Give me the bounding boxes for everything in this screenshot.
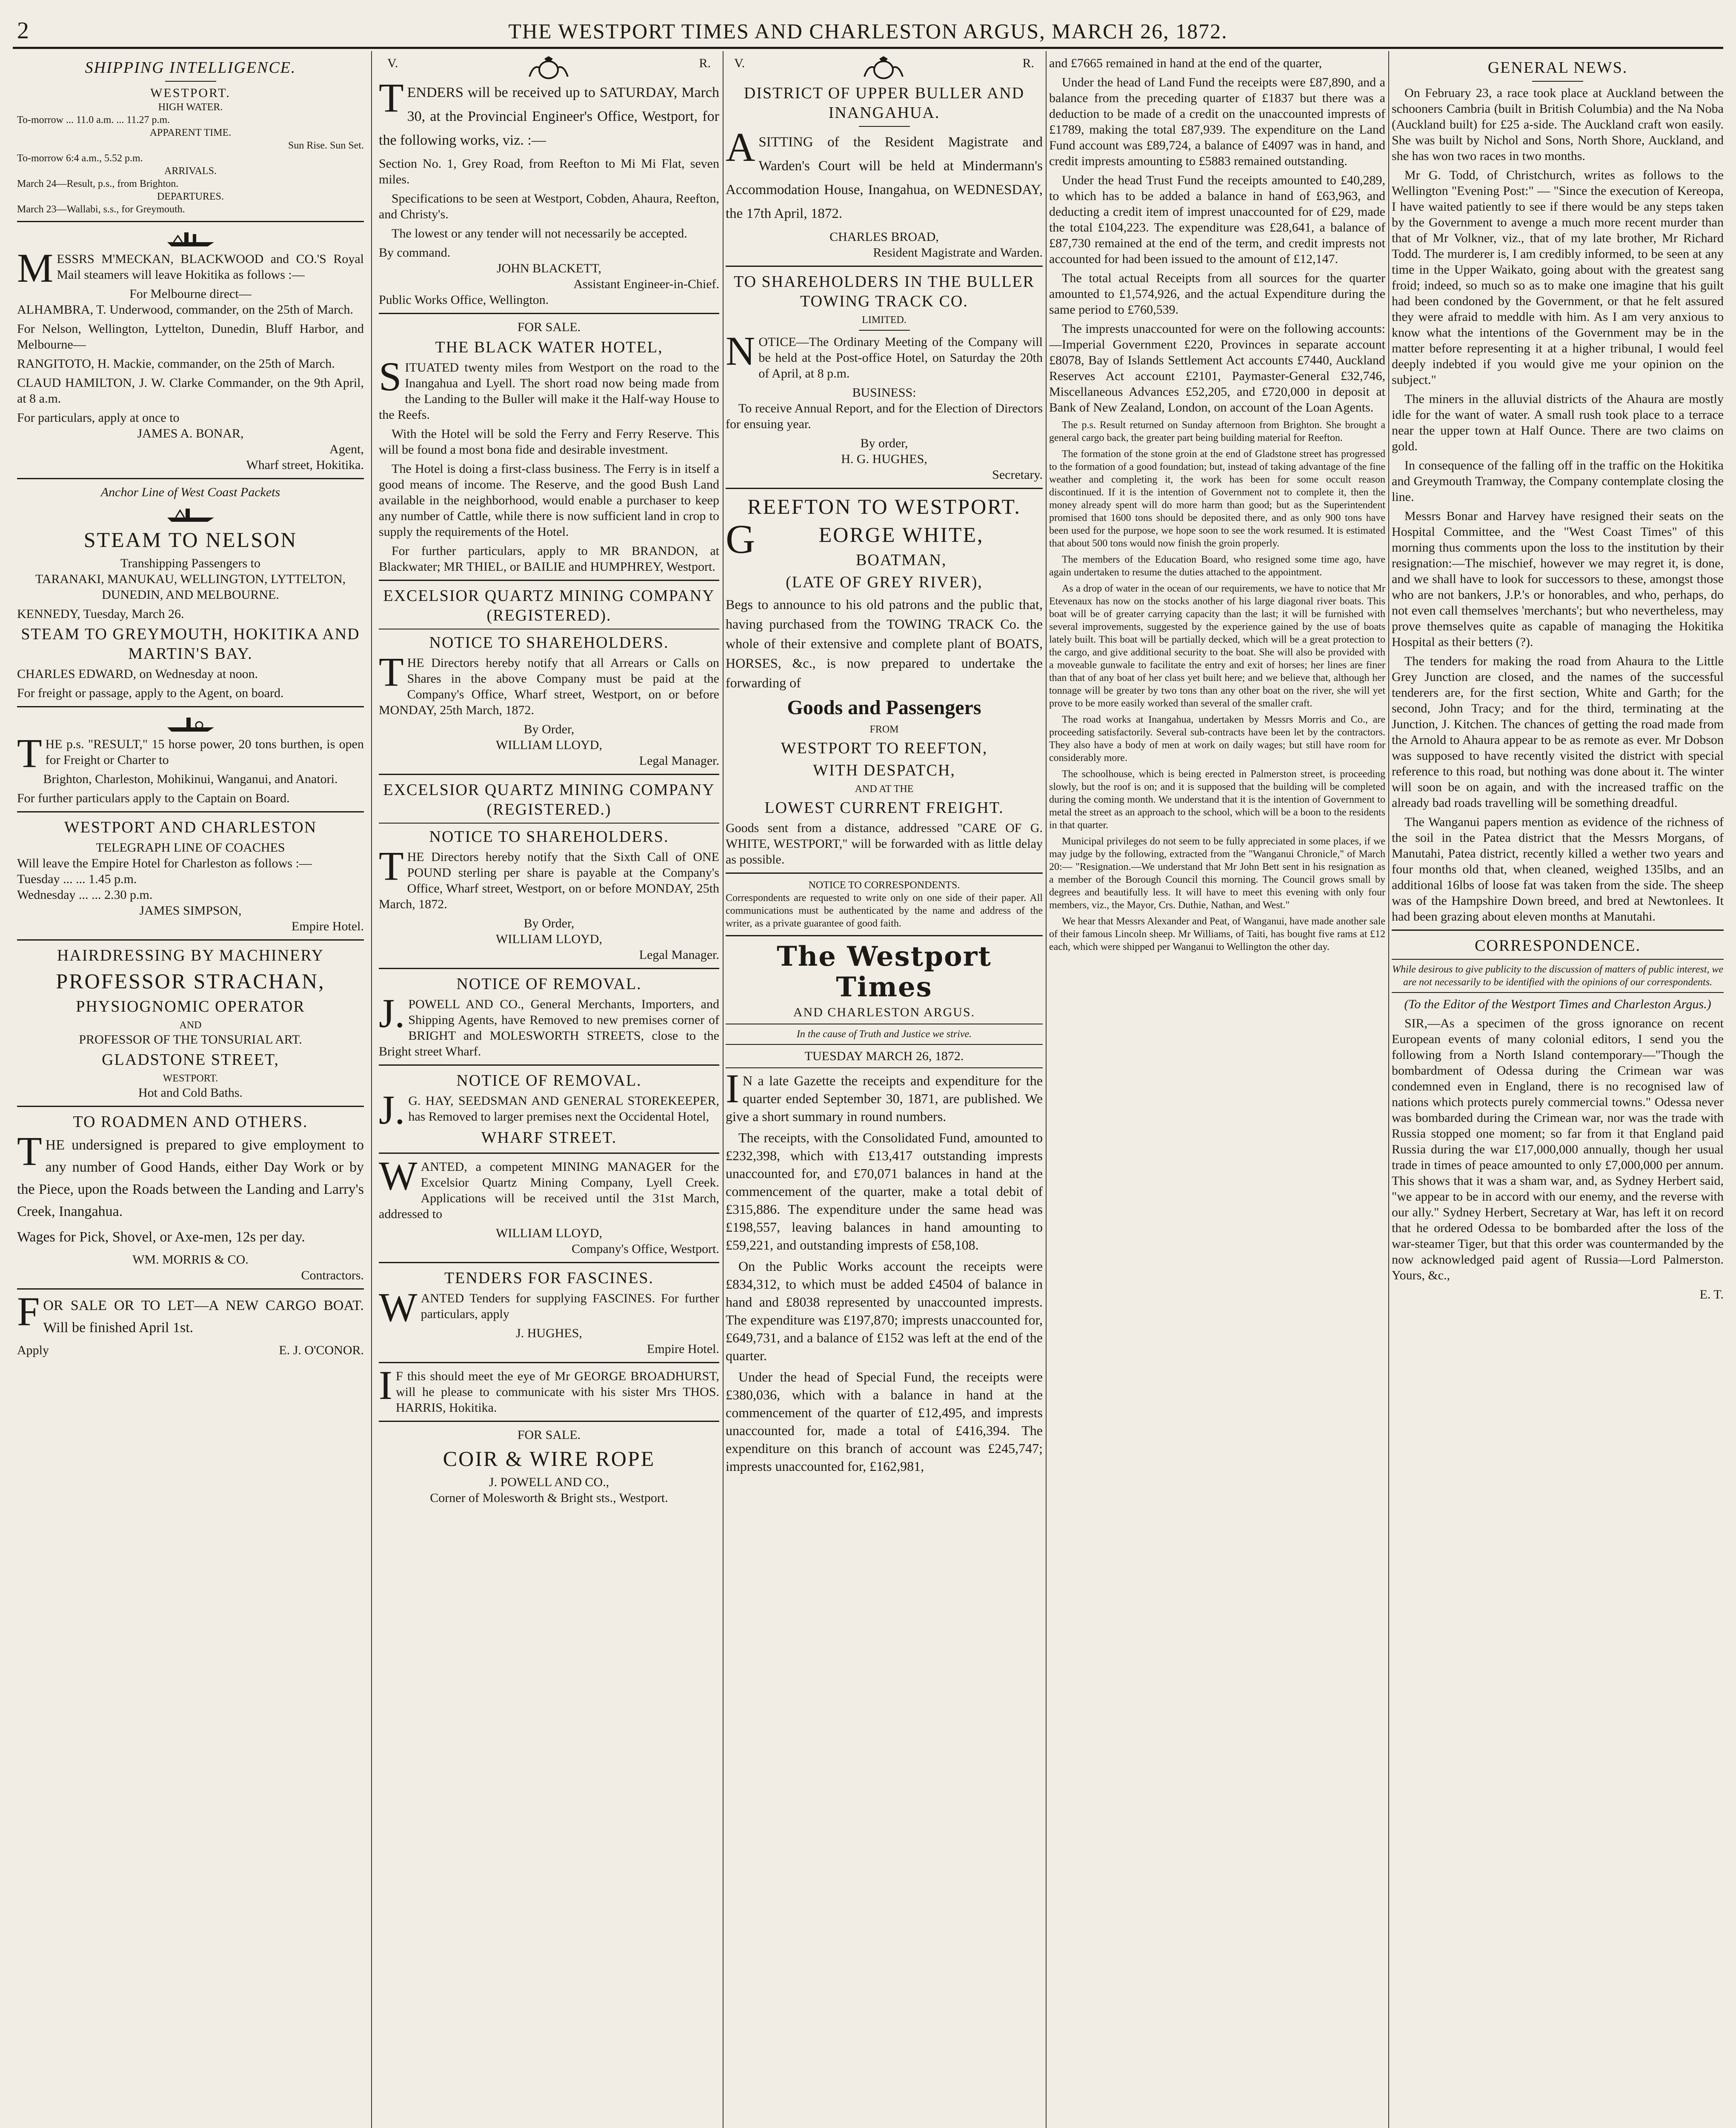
royal-crest-icon xyxy=(525,55,572,81)
text: CLAUD HAMILTON, J. W. Clarke Commander, on the 9th April, at 8 a.m. xyxy=(17,376,364,406)
royal-crest-icon xyxy=(860,55,907,81)
advert-heading: EXCELSIOR QUARTZ MINING COMPANY (REGISTERED). xyxy=(383,587,715,624)
text: JOHN BLACKETT, xyxy=(496,261,602,275)
page-header xyxy=(13,13,1723,49)
text: Brighton, Charleston, Mohikinui, Wanganui, and Anatori. xyxy=(43,772,338,786)
text: J. HUGHES, xyxy=(516,1326,582,1340)
article-paragraph: Under the head Trust Fund the receipts amounted to £40,289, to which has to be added a balance in hand of £63,963, and deducting a credit item of imprest unaccounted for of £29, made the total £104,223. The expenditure was £28,641, a balance of £87,730 remained at the end of the term, and credit imprests not accounted for had been issued to the amount of £12,147. xyxy=(1049,173,1385,266)
text: March 24—Result, p.s., from Brighton. xyxy=(17,178,179,189)
advert: THE undersigned is prepared to give employment to any number of Good Hands, either Day Work or by the Piece, upon the Roads between the Landing and Larry's Creek, Inangahua. xyxy=(17,1128,364,1219)
signature: E. T. xyxy=(1699,1287,1724,1301)
text: Correspondents are requested to write only on one side of their paper. All communications must be authenticated by the name and address of the writer, as a private guarantee of good faith. xyxy=(726,892,1043,929)
text: Transhipping Passengers to xyxy=(120,556,260,570)
text: DEPARTURES. xyxy=(157,191,224,202)
article-paragraph: The tenders for making the road from Ahaura to the Little Grey Junction are closed, and the names of the successful tenderers are, for the first section, White and Garth; for the second, John Tracy; and for the third, terminating at the Junction, J. Kitchen. The chances of getting the road made from the Arnold to Ahaura appear to be as remote as ever. Mr Dobson was supposed to have recently visited the district with special reference to this road, but nothing was done about it. The winter will soon be on again, and with the increased traffic on the already bad roads travelling will be something dreadful. xyxy=(1392,654,1724,810)
text: BOATMAN, xyxy=(855,551,947,569)
text: Wharf street, Hokitika. xyxy=(246,458,364,472)
text: Legal Manager. xyxy=(639,948,719,962)
text: H. G. HUGHES, xyxy=(841,452,927,466)
advert: TENDERS will be received up to SATURDAY, March 30, at the Provincial Engineer's Office, Westport, for the following works, viz. :— xyxy=(379,75,719,148)
text: To receive Annual Report, and for the Election of Directors for ensuing year. xyxy=(726,401,1043,431)
section-heading: CORRESPONDENCE. xyxy=(1475,937,1641,955)
text: For Melbourne direct— xyxy=(129,287,252,301)
column-3 xyxy=(726,55,1043,2128)
text: J. POWELL AND CO., xyxy=(489,1475,609,1489)
article-paragraph: The receipts, with the Consolidated Fund, amounted to £232,398, which with £13,417 outstanding imprests unaccounted for, and £70,071 balances in hand at the commencement of the quarter, make a total debit of £315,886. The expenditure under the same head was £198,557, leaving balances in hand amounting to £59,221, and outstanding imprests of £58,108. xyxy=(726,1130,1043,1253)
article-paragraph: The total actual Receipts from all sources for the quarter amounted to £1,574,926, and the actual Expenditure during the same period to £760,539. xyxy=(1049,271,1385,317)
text: By command. xyxy=(379,246,451,260)
article-paragraph: and £7665 remained in hand at the end of the quarter, xyxy=(1049,56,1322,70)
text: WM. MORRIS & CO. xyxy=(132,1253,249,1267)
advert-heading: STEAM TO GREYMOUTH, HOKITIKA AND MARTIN'S BAY. xyxy=(21,625,360,663)
editorial-note: While desirous to give publicity to the discussion of matters of public interest, we are not necessarily to be identified with the opinions of our correspondents. xyxy=(1392,964,1724,988)
article-paragraph: In consequence of the falling off in the traffic on the Hokitika and Greymouth Tramway, the Company contemplate closing the line. xyxy=(1392,458,1724,504)
text: By Order, xyxy=(523,722,575,736)
column-rule xyxy=(1388,51,1389,2128)
text: Assistant Engineer-in-Chief. xyxy=(573,277,719,291)
advert: SITUATED twenty miles from Westport on the road to the Inangahua and Lyell. The short road now being made from the Landing to the Buller will make it the Half-way House to the Reefs. xyxy=(379,354,719,422)
advert-heading: STEAM TO NELSON xyxy=(83,528,297,552)
text: Legal Manager. xyxy=(639,754,719,768)
text: To-morrow 6:4 a.m., 5.52 p.m. xyxy=(17,153,143,164)
text: PROFESSOR OF THE TONSURIAL ART. xyxy=(79,1033,302,1047)
article-paragraph: The imprests unaccounted for were on the following accounts:—Imperial Government £220, Provinces in separate account £8078, Bay of Islands Settlement Act accounts £7440, Auckland Reserves Act account £2101, Paymaster-General £32,746, Miscellaneous Advances £52,205, and £720,000 in deposit at Bank of New Zealand, London, on account of the Loan Agents. xyxy=(1049,322,1385,415)
advert-heading: WESTPORT AND CHARLESTON xyxy=(64,818,317,836)
text: WILLIAM LLOYD, xyxy=(496,738,602,752)
column-4 xyxy=(1049,55,1385,2128)
text: FROM xyxy=(869,724,899,735)
column-1 xyxy=(17,55,364,2128)
column-rule xyxy=(371,51,372,2128)
text: Public Works Office, Wellington. xyxy=(379,293,549,307)
article-paragraph: Municipal privileges do not seem to be fully appreciated in some places, if we may judge by the following, extracted from the "Wanganui Chronicle," of March 20:— "Resignation.—We understand that Mr John Bett sent in his resignation as a member of the Borough Council this morning. The Council grows small by degrees and beautifully less. It will have to meet this evening with only four members, viz., the Mayor, Crs. Duthie, Nathan, and West." xyxy=(1049,836,1385,911)
text: BUSINESS: xyxy=(852,386,916,400)
text: TARANAKI, MANUKAU, WELLINGTON, LYTTELTON, DUNEDIN, AND MELBOURNE. xyxy=(35,572,346,602)
text: Section No. 1, Grey Road, from Reefton to Mi Mi Flat, seven miles. xyxy=(379,157,719,186)
advert-heading: EXCELSIOR QUARTZ MINING COMPANY (REGISTERED.) xyxy=(383,781,715,818)
column-2 xyxy=(379,55,719,2128)
article-paragraph: Under the head of Special Fund, the receipts were £380,036, which with a balance in hand at the commencement of the quarter of £12,495, and imprests unaccounted for, made a total of £416,394. The expenditure on this branch of account was £245,747; imprests unaccounted for, £162,981, xyxy=(726,1369,1043,1474)
article-paragraph: We hear that Messrs Alexander and Peat, of Wanganui, have made another sale of their famous Lincoln sheep. Mr Williams, of Taiti, has bought five rams at £12 each, which were shipped per Wanganui to Wellington the other day. xyxy=(1049,916,1385,952)
article-paragraph: The Wanganui papers mention as evidence of the richness of the soil in the Patea district that the Messrs Morgans, of Manutahi, Patea district, recently killed a wether two years and four months old that, when cleaned, weighed 135lbs, and an additional 16lbs of loose fat was taken from the side. The sheep was of the Hampshire Down breed, and bred at Newtonlees. It had been grazing about eleven months at Manutahi. xyxy=(1392,815,1724,924)
advert: FOR SALE OR TO LET—A NEW CARGO BOAT. Will be finished April 1st. xyxy=(17,1289,364,1336)
text: (To the Editor of the Westport Times and Charleston Argus.) xyxy=(1404,997,1711,1011)
text: For freight or passage, apply to the Agent, on board. xyxy=(17,686,284,700)
text: Agent, xyxy=(329,442,364,456)
advert-heading: TENDERS FOR FASCINES. xyxy=(444,1269,654,1287)
text: The lowest or any tender will not necessarily be accepted. xyxy=(392,226,687,240)
text: R. xyxy=(1022,56,1034,70)
text: WITH DESPATCH, xyxy=(813,761,955,779)
article-paragraph: On February 23, a race took place at Auckland between the schooners Cambria (built in British Columbia) and the Na Noba (Auckland built) for £25 a-side. The Auckland craft won easily. She was built by Nichol and Sons, North Shore, Auckland, and she has won two races in two months. xyxy=(1392,86,1724,163)
text: PHYSIOGNOMIC OPERATOR xyxy=(76,998,305,1015)
text: LOWEST CURRENT FREIGHT. xyxy=(764,799,1004,817)
article-paragraph: On the Public Works account the receipts were £834,312, to which must be added £4504 of balance in hand and £8038 represented by unaccounted imprests. The expenditure was £197,870; imprests unaccounted for, £649,731, and a balance of £152 was left at the end of the quarter. xyxy=(726,1258,1043,1363)
text: HIGH WATER. xyxy=(158,102,223,113)
text: Company's Office, Westport. xyxy=(572,1242,719,1256)
text: With the Hotel will be sold the Ferry and Ferry Reserve. This will be found a most bona fide and desirable investment. xyxy=(379,427,719,457)
article-paragraph: As a drop of water in the ocean of our requirements, we have to notice that Mr Etevenaux has now on the stocks another of his large diagonal river boats. This boat will be of greater carrying capacity than the last; it will be furnished with several improvements, suggested by the experience gained by the use of boats lately built. This boat will be partially decked, which will be a great protection to the cargo, and give additional security to the boat. She will also be provided with a moveable gunwale to facilitate the entry and exit of horses; her lines are finer than that of any boat of her class yet built here; and we believe that, although her tonnage will be greater by two tons than any other boat on the river, she will yet prove to be more easily worked than several of the smaller craft. xyxy=(1049,583,1385,709)
text: E. J. O'CONOR. xyxy=(279,1343,364,1357)
text: TELEGRAPH LINE OF COACHES xyxy=(96,841,285,855)
text: WILLIAM LLOYD, xyxy=(496,932,602,946)
article-paragraph: The formation of the stone groin at the end of Gladstone street has progressed to the formation of a good foundation; but, instead of taking advantage of the fine weather and completing it, the work has been for some occult reason discontinued. If it is the intention of Government not to complete it, then the money already spent will do more harm than good; but as the Superintendent promised that 1600 tons should be deposited there, and as only 900 tons have been used for the purpose, we hope soon to see the work resumed. It is estimated that about 500 tons would now finish the groin properly. xyxy=(1049,449,1385,549)
text: JAMES A. BONAR, xyxy=(137,426,244,440)
advert: THE Directors hereby notify that all Arrears or Calls on Shares in the above Company must be paid at the Company's Office, Wharf street, Westport, on or before MONDAY, 25th March, 1872. xyxy=(379,649,719,717)
advert-heading: TO SHAREHOLDERS IN THE BULLER TOWING TRACK CO. xyxy=(734,273,1035,310)
text: Wednesday ... ... 2.30 p.m. xyxy=(17,888,153,902)
text: For further particulars apply to the Captain on Board. xyxy=(17,791,290,805)
advert: WANTED Tenders for supplying FASCINES. For further particulars, apply xyxy=(379,1284,719,1330)
text: Specifications to be seen at Westport, Cobden, Ahaura, Reefton, and Christy's. xyxy=(379,192,719,221)
column-rule xyxy=(723,51,724,2128)
advert: NOTICE—The Ordinary Meeting of the Company will be held at the Post-office Hotel, on Saturday the 20th of April, at 8 p.m. xyxy=(726,328,1043,380)
text: For particulars, apply at once to xyxy=(17,411,180,425)
text: Sun Rise. Sun Set. xyxy=(288,140,364,151)
text: Corner of Molesworth & Bright sts., Westport. xyxy=(430,1491,668,1505)
advert: MESSRS M'MECKAN, BLACKWOOD and CO.'S Royal Mail steamers will leave Hokitika as follows :— xyxy=(17,245,364,291)
text: WESTPORT TO REEFTON, xyxy=(781,739,988,757)
article-paragraph: Messrs Bonar and Harvey have resigned their seats on the Hospital Committee, and the "West Coast Times" of this morning thus comments upon the loss to the institution by their resignation:—The mischief, however we may regret it, is done, and we shall have to look for successors to these, amongst those who are not bankers, J.P.'s or honorables, and who, perhaps, do not even call themselves 'merchants'; but who nevertheless, may prove themselves quite as capable of managing the Hokitika Hospital as their betters (?). xyxy=(1392,509,1724,649)
advert-heading: THE BLACK WATER HOTEL, xyxy=(435,338,663,356)
advert: THE p.s. "RESULT," 15 horse power, 20 tons burthen, is open for Freight or Charter to xyxy=(17,730,364,776)
text: ARRIVALS. xyxy=(164,166,217,177)
steamship-icon xyxy=(165,712,216,734)
steamship-icon xyxy=(165,503,216,524)
article-paragraph: Mr G. Todd, of Christchurch, writes as follows to the Wellington "Evening Post:" — "Since the execution of Kereopa, I have waited patiently to see if there would be any steps taken by the Government to avenge a much more recent murder than that of Mr Volkner, viz., that of my late brother, Mr Richard Todd. The murderer is, I am credibly informed, to be seen at any time in the Upper Waikato, going about with the greatest sang froid; indeed, so much so as to make one imagine that his guilt had been condoned by the Government, or that he felt assured they were afraid to meddle with him. As I am very anxious to know what the intentions of the Government may be in the matter before representing it at a higher tribunal, I would feel deeply indebted if you would give me your opinion on the subject." xyxy=(1392,168,1724,387)
advert: THE Directors hereby notify that the Sixth Call of ONE POUND sterling per share is payable at the Company's Office, Wharf street, Westport, on or before MONDAY, 25th March, 1872. xyxy=(379,843,719,911)
text: LIMITED. xyxy=(862,315,907,326)
heading: WESTPORT. xyxy=(150,86,231,100)
text: WESTPORT. xyxy=(163,1073,218,1084)
advert-heading: NOTICE OF REMOVAL. xyxy=(456,975,642,993)
masthead-subtitle: AND CHARLESTON ARGUS. xyxy=(793,1005,975,1019)
text: FOR SALE. xyxy=(517,1428,581,1442)
page-title: THE WESTPORT TIMES AND CHARLESTON ARGUS, MARCH 26, 1872. xyxy=(508,19,1228,43)
text: ALHAMBRA, T. Underwood, commander, on the 25th of March. xyxy=(17,303,354,317)
page-number: 2 xyxy=(17,17,29,44)
text: Resident Magistrate and Warden. xyxy=(873,246,1043,260)
text: (LATE OF GREY RIVER), xyxy=(786,573,983,591)
advert-heading: GEORGE WHITE, xyxy=(726,516,984,562)
column-rule xyxy=(1046,51,1047,2128)
advert: J.POWELL AND CO., General Merchants, Importers, and Shipping Agents, have Removed to new premises corner of BRIGHT and MOLESWORTH STREETS, close to the Bright street Wharf. xyxy=(379,990,719,1058)
advert-heading: HAIRDRESSING BY MACHINERY xyxy=(57,947,324,964)
issue-date: TUESDAY MARCH 26, 1872. xyxy=(804,1049,964,1063)
masthead: The Westport Times xyxy=(777,941,992,1003)
text: CHARLES EDWARD, on Wednesday at noon. xyxy=(17,667,258,681)
text: V. xyxy=(734,56,745,70)
advert-heading: TO ROADMEN AND OTHERS. xyxy=(73,1113,308,1131)
article-paragraph: The members of the Education Board, who resigned some time ago, have again undertaken to resume the duties attached to the appointment. xyxy=(1049,554,1385,578)
advert: J.G. HAY, SEEDSMAN AND GENERAL STOREKEEPER, has Removed to larger premises next the Occidental Hotel, xyxy=(379,1087,719,1133)
column-5 xyxy=(1392,55,1724,2128)
text: Begs to announce to his old patrons and the public that, having purchased from the TOWING TRACK Co. the whole of their extensive and complete plant of BOATS, HORSES, &c., is now prepared to undertake the forwarding of xyxy=(726,597,1043,690)
advert-heading: DISTRICT OF UPPER BULLER AND INANGAHUA. xyxy=(744,84,1025,122)
advert-heading: PROFESSOR STRACHAN, xyxy=(56,969,325,993)
text: WILLIAM LLOYD, xyxy=(496,1226,602,1240)
text: The Hotel is doing a first-class business. The Ferry is in itself a good means of income. The Reserve, and the good Bush Land available in the neighborhood, would enable a purchaser to keep any number of Cattle, while there is now sufficient land in crop to supply the requirements of the Hotel. xyxy=(379,462,719,539)
steamship-icon xyxy=(165,227,216,249)
article-paragraph: The schoolhouse, which is being erected in Palmerston street, is proceeding slowly, but the roof is on; and it is supposed that the building will be completed during the coming month. We understand that it is the intention of Government to metal the street as an approach to the school, which will be a boon to the residents in that quarter. xyxy=(1049,769,1385,831)
text: V. xyxy=(387,56,398,70)
advert-heading: NOTICE OF REMOVAL. xyxy=(456,1072,642,1090)
text: Apply xyxy=(17,1343,49,1357)
advert: IF this should meet the eye of Mr GEORGE BROADHURST, will he please to communicate with his sister Mrs THOS. HARRIS, Hokitika. xyxy=(379,1362,719,1415)
text: Wages for Pick, Shovel, or Axe-men, 12s per day. xyxy=(17,1229,305,1245)
advert: WANTED, a competent MINING MANAGER for the Excelsior Quartz Mining Company, Lyell Creek. Applications will be received until the 31st March, addressed to xyxy=(379,1153,719,1221)
text: Contractors. xyxy=(301,1268,364,1282)
text: Anchor Line of West Coast Packets xyxy=(100,485,280,499)
advert-heading: NOTICE TO SHAREHOLDERS. xyxy=(429,828,669,846)
article-paragraph: The road works at Inangahua, undertaken by Messrs Morris and Co., are proceeding satisfactorily. Several sub-contracts have been let by the contractors. They also have a body of men at work on daily wages; but still have room for considerably more. xyxy=(1049,714,1385,764)
text: Empire Hotel. xyxy=(292,919,364,933)
text: For further particulars, apply to MR BRANDON, at Blackwater; MR THIEL, or BAILIE and HUMPHREY, Westport. xyxy=(379,544,719,574)
section-heading: GENERAL NEWS. xyxy=(1487,59,1628,77)
text: APPARENT TIME. xyxy=(149,127,232,138)
advert-heading: COIR & WIRE ROPE xyxy=(443,1447,655,1470)
text: CHARLES BROAD, xyxy=(829,230,939,244)
article-paragraph: The miners in the alluvial districts of the Ahaura are mostly idle for the want of water. A small rush took place to a terrace near the upper town at Half Ounce. There are two claims on gold. xyxy=(1392,392,1724,453)
text: Hot and Cold Baths. xyxy=(138,1086,243,1100)
heading: NOTICE TO CORRESPONDENTS. xyxy=(808,880,960,891)
text: Will leave the Empire Hotel for Charleston as follows :— xyxy=(17,856,312,870)
text: For Nelson, Wellington, Lyttelton, Dunedin, Bluff Harbor, and Melbourne— xyxy=(17,322,364,352)
article-paragraph: The p.s. Result returned on Sunday afternoon from Brighton. She brought a general cargo back, the greater part being building material for Reefton. xyxy=(1049,420,1385,443)
text: FOR SALE. xyxy=(517,320,581,334)
text: Tuesday ... ... 1.45 p.m. xyxy=(17,872,137,886)
text: By Order, xyxy=(523,916,575,930)
advert-heading: REEFTON TO WESTPORT. xyxy=(747,495,1021,518)
text: JAMES SIMPSON, xyxy=(139,904,242,918)
advert-heading: Goods and Passengers xyxy=(787,696,981,719)
text: WHARF STREET. xyxy=(481,1129,617,1147)
advert: ASITTING of the Resident Magistrate and Warden's Court will be held at Mindermann's Accommodation House, Inangahua, on WEDNESDAY, the 17th April, 1872. xyxy=(726,124,1043,221)
motto: In the cause of Truth and Justice we strive. xyxy=(796,1029,972,1040)
text: R. xyxy=(699,56,711,70)
text: March 23—Wallabi, s.s., for Greymouth. xyxy=(17,204,185,215)
text: AND AT THE xyxy=(855,784,914,795)
text: GLADSTONE STREET, xyxy=(102,1051,279,1069)
section-heading: SHIPPING INTELLIGENCE. xyxy=(85,59,296,77)
text: KENNEDY, Tuesday, March 26. xyxy=(17,607,184,621)
text: Goods sent from a distance, addressed "CARE OF G. WHITE, WESTPORT," will be forwarded with as little delay as possible. xyxy=(726,821,1043,867)
text: To-morrow ... 11.0 a.m. ... 11.27 p.m. xyxy=(17,114,170,126)
advert-heading: NOTICE TO SHAREHOLDERS. xyxy=(429,634,669,652)
article-paragraph: Under the head of Land Fund the receipts were £87,890, and a balance from the preceding quarter of £1837 but there was a deduction to be made of a credit on the unaccounted imprests of £1789, making the total £87,939. The expenditure on the Land Fund account was £89,724, a balance of £4097 was in hand, and credit imprests amounting to £5883 remained outstanding. xyxy=(1049,75,1385,168)
text: By order, xyxy=(860,436,908,450)
text: Empire Hotel. xyxy=(647,1342,719,1356)
text: AND xyxy=(179,1020,202,1031)
text: Secretary. xyxy=(992,468,1043,482)
article-paragraph: IN a late Gazette the receipts and expenditure for the quarter ended September 30, 1871, are published. We give a short summary in round numbers. xyxy=(726,1066,1043,1124)
letter-body: SIR,—As a specimen of the gross ignorance on recent European events of many colonial editors, I send you the following from a North Island contemporary—"Though the bombardment of Odessa during the Crimean war was condemned even in England, there is no recognised law of nations which protects purely commercial towns." Odessa never was bombarded during the Crimean war, nor was the trade with Russia stopped one moment; so far from it that England paid Russia during the war £17,000,000 annually, though her usual trade in times of peace amounted to only £7,000,000 per annum. This shows that it was a sham war, and, as Sydney Herbert said, "we appear to be in accord with our enemy, and the reverse with our ally." Sydney Herbert, Secretary at War, has left it on record that he ordered Odessa to be bombarded after the loss of the war-steamer Tiger, but that this order was countermanded by the now acknowledged paid agent of Russia—Lord Palmerston. Yours, &c., xyxy=(1392,1016,1724,1282)
text: RANGITOTO, H. Mackie, commander, on the 25th of March. xyxy=(17,357,335,371)
